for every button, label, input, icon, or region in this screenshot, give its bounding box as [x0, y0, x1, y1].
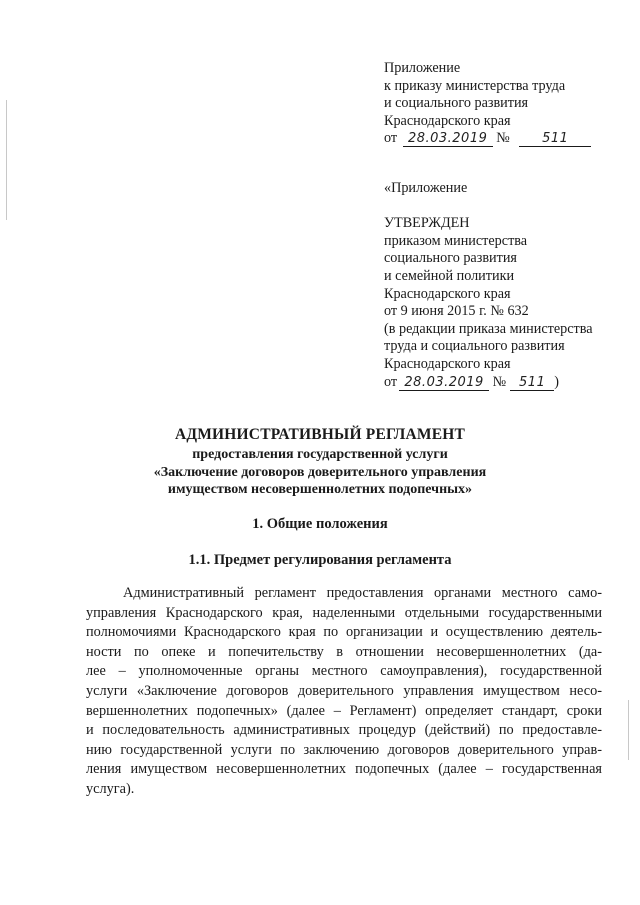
appendix-header-line: Краснодарского края [384, 112, 511, 129]
paragraph-line: услуга). [86, 780, 135, 797]
appendix-label: «Приложение [384, 180, 468, 196]
scan-artifact-left [6, 100, 7, 220]
subsection-heading: 1.1. Предмет регулирования регламента [188, 552, 452, 568]
paragraph-line: ления имуществом несовершеннолетних подопечных (далее – государственная [86, 761, 602, 778]
number-sign: № [496, 130, 510, 147]
subtitle-line: «Заключение договоров доверительного управления [153, 464, 487, 480]
appendix-header-line: Приложение [384, 60, 461, 76]
paragraph-line: Административный регламент предоставления органами местного само- [123, 585, 602, 601]
appendix-header-line: к приказу министерства труда [384, 77, 566, 94]
scan-artifact-right [628, 700, 629, 760]
handwritten-date: 28.03.2019 [399, 376, 489, 391]
paragraph-line: вершеннолетних подопечных» (далее – Регламент) определяет стандарт, сроки [86, 702, 602, 719]
approval-line: труда и социального развития [384, 338, 565, 355]
body-paragraph [86, 584, 602, 800]
subtitle-line: имуществом несовершеннолетних подопечных» [167, 482, 473, 497]
paragraph-line: ности по опеке и попечительству в отношении несовершеннолетних (да- [86, 643, 602, 660]
paragraph-line: нию государственной услуги по заключению договоров доверительного управ- [86, 741, 602, 758]
document-title: АДМИНИСТРАТИВНЫЙ РЕГЛАМЕНТ [174, 426, 466, 443]
handwritten-number: 511 [510, 376, 554, 391]
subtitle-line: предоставления государственной услуги [192, 447, 448, 462]
paragraph-line: полномочиями Краснодарского края по организации и осуществлению деятель- [86, 624, 602, 641]
paragraph-line: услуги «Заключение договоров доверительного управления имуществом несо- [86, 682, 602, 699]
appendix-header-line: и социального развития [384, 95, 529, 112]
approval-block [384, 180, 593, 391]
paragraph-line: и последовательность административных процедур (действий) по предоставле- [86, 722, 602, 739]
paragraph-line: лее – уполномоченные органы местного самоуправления), государственной [86, 663, 602, 680]
approved-label: УТВЕРЖДЕН [384, 215, 470, 232]
number-sign: № [492, 373, 507, 390]
appendix-header-date-row [384, 130, 591, 148]
section-heading: 1. Общие положения [252, 516, 388, 532]
approval-line: (в редакции приказа министерства [384, 320, 593, 337]
approval-line: социального развития [384, 250, 517, 267]
approval-line: и семейной политики [384, 267, 515, 284]
spacer [384, 198, 593, 216]
appendix-header [384, 60, 591, 148]
closing-paren: ) [554, 373, 559, 390]
paragraph-line: управления Краснодарского края, наделенными отдельными государственными [86, 604, 602, 621]
approval-date-row [384, 374, 593, 392]
approval-line: приказом министерства [384, 232, 528, 249]
document-subtitle [0, 446, 640, 499]
handwritten-number: 511 [519, 132, 591, 147]
date-prefix: от [384, 373, 398, 390]
approval-line: от 9 июня 2015 г. № 632 [384, 303, 529, 320]
approval-line: Краснодарского края [384, 285, 511, 302]
date-prefix: от [384, 130, 398, 147]
handwritten-date: 28.03.2019 [403, 132, 493, 147]
approval-line: Краснодарского края [384, 355, 511, 372]
